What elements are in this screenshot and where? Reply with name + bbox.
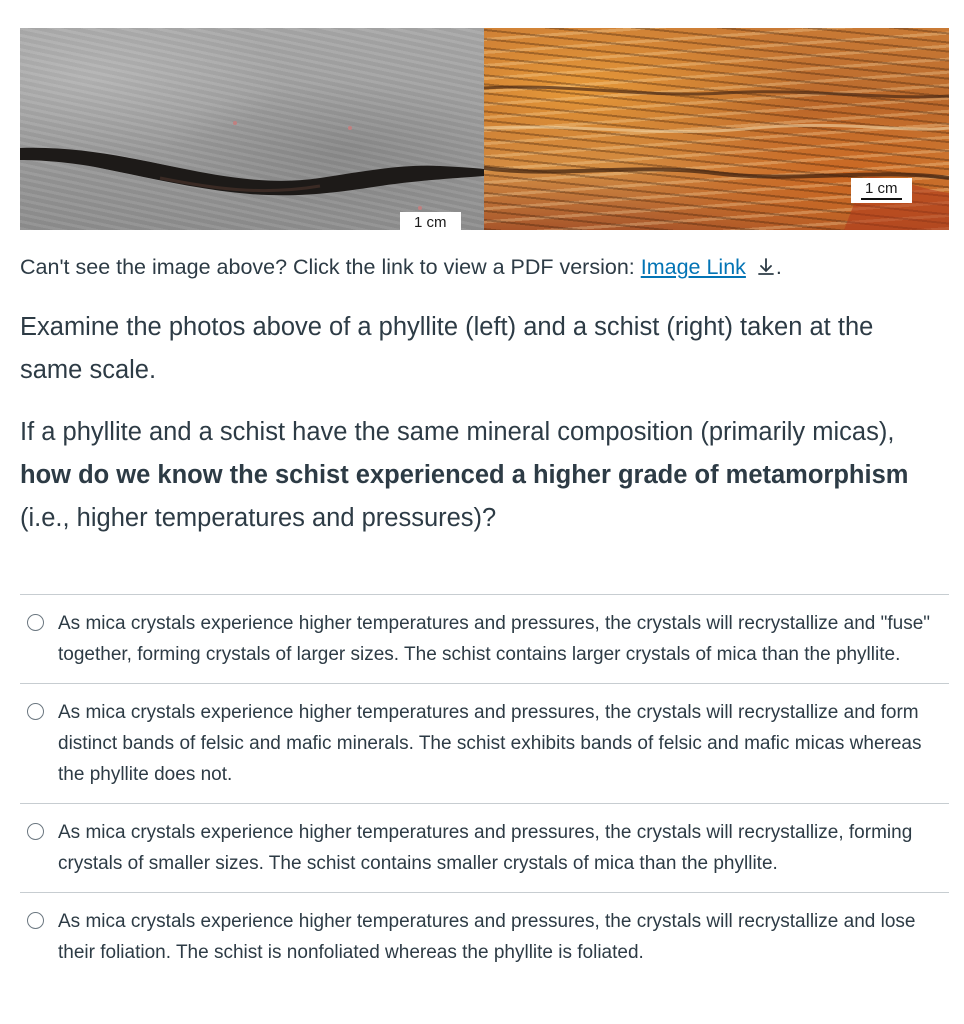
- image-fallback-line: [20, 255, 782, 283]
- image-link[interactable]: Image Link: [640, 255, 746, 279]
- radio-button[interactable]: [27, 703, 44, 720]
- answer-option-3[interactable]: [20, 803, 949, 892]
- radio-button[interactable]: [27, 912, 44, 929]
- answer-text: As mica crystals experience higher temperatures and pressures, the crystals will recrystallize and lose their foliation. The schist is nonfoliated whereas the phyllite is foliated.: [58, 911, 916, 963]
- scale-text: 1 cm: [861, 180, 902, 200]
- fallback-text: Can't see the image above? Click the link to view a PDF version:: [20, 255, 641, 279]
- question-intro: Examine the photos above of a phyllite (left) and a schist (right) taken at the same scale.: [20, 313, 874, 384]
- phyllite-vein-shape: [20, 28, 484, 230]
- phyllite-photo: [20, 28, 484, 230]
- radio-button[interactable]: [27, 614, 44, 631]
- fallback-period: .: [775, 255, 782, 279]
- question-prompt: [20, 411, 940, 540]
- answer-option-2[interactable]: [20, 683, 949, 803]
- phyllite-scale-label: [400, 212, 461, 230]
- rock-photos: [20, 28, 949, 230]
- answer-option-1[interactable]: [20, 594, 949, 683]
- answer-text: As mica crystals experience higher temperatures and pressures, the crystals will recrystallize and "fuse" together, forming crystals of larger sizes. The schist contains larger crystals of mica than the phyllite.: [58, 613, 931, 665]
- radio-button[interactable]: [27, 823, 44, 840]
- scale-text: 1 cm: [410, 214, 451, 230]
- prompt-end: (i.e., higher temperatures and pressures)?: [20, 504, 497, 532]
- prompt-start: If a phyllite and a schist have the same mineral composition (primarily micas),: [20, 418, 895, 446]
- download-icon[interactable]: [756, 257, 776, 283]
- schist-scale-label: [851, 178, 912, 203]
- answer-text: As mica crystals experience higher temperatures and pressures, the crystals will recrystallize, forming crystals of smaller sizes. The schist contains smaller crystals of mica than the phyllite.: [58, 822, 913, 874]
- prompt-bold: how do we know the schist experienced a higher grade of metamorphism: [20, 461, 909, 489]
- answer-option-4[interactable]: [20, 892, 949, 981]
- answer-list: [20, 594, 949, 981]
- answer-text: As mica crystals experience higher temperatures and pressures, the crystals will recrystallize and form distinct bands of felsic and mafic minerals. The schist exhibits bands of felsic and mafic micas whereas the phyllite does not.: [58, 702, 922, 785]
- schist-photo: [484, 28, 949, 230]
